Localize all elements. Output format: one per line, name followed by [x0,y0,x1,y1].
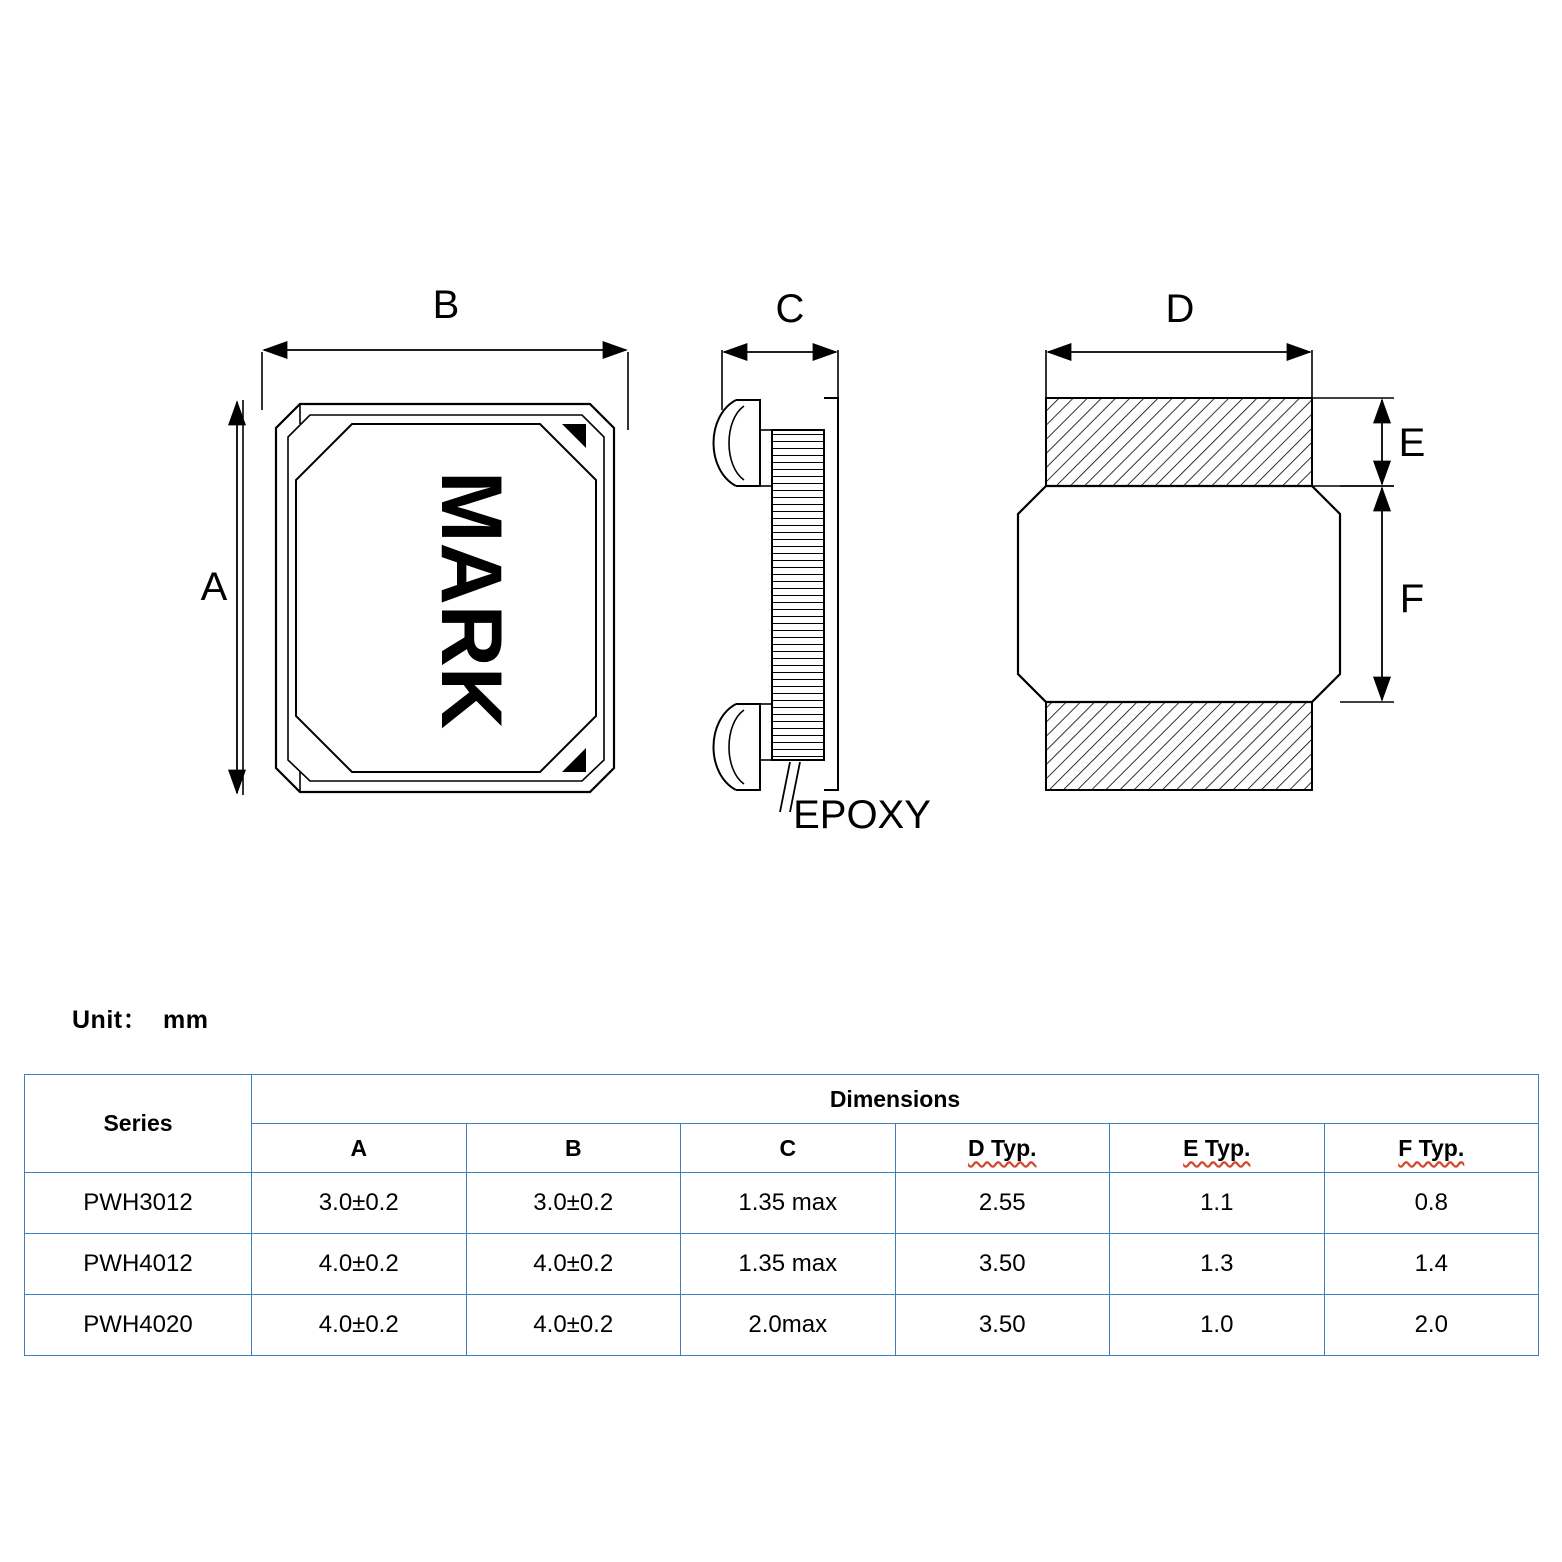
epoxy-label: EPOXY [793,793,931,837]
cell-series: PWH4012 [25,1234,252,1295]
cell-d: 3.50 [895,1295,1110,1356]
cell-b: 4.0±0.2 [466,1295,681,1356]
cell-f: 2.0 [1324,1295,1539,1356]
pad-view [1018,287,1425,790]
header-col-a: A [252,1124,467,1173]
cell-series: PWH4020 [25,1295,252,1356]
dimension-label-f: F [1399,577,1425,621]
table-header-row-1 [25,1075,1539,1124]
cell-c: 1.35 max [681,1234,896,1295]
cell-e: 1.0 [1110,1295,1325,1356]
dimension-label-a: A [200,565,228,609]
cell-d: 2.55 [895,1173,1110,1234]
table-header-row-2 [25,1124,1539,1173]
unit-label: Unit： [72,1006,149,1034]
table-row [25,1295,1539,1356]
unit-value: mm [163,1006,209,1034]
header-series: Series [25,1075,252,1173]
dimension-label-e: E [1398,421,1426,465]
header-col-c: C [681,1124,896,1173]
mark-label: MARK [423,471,519,729]
cell-a: 3.0±0.2 [252,1173,467,1234]
cell-series: PWH3012 [25,1173,252,1234]
cell-e: 1.3 [1110,1234,1325,1295]
cell-f: 0.8 [1324,1173,1539,1234]
cell-b: 4.0±0.2 [466,1234,681,1295]
table-row [25,1234,1539,1295]
table-row [25,1173,1539,1234]
cell-a: 4.0±0.2 [252,1234,467,1295]
header-col-e: E Typ. [1110,1124,1325,1173]
header-dimensions: Dimensions [252,1075,1539,1124]
header-col-f: F Typ. [1324,1124,1539,1173]
cell-c: 1.35 max [681,1173,896,1234]
cell-f: 1.4 [1324,1234,1539,1295]
cell-d: 3.50 [895,1234,1110,1295]
header-col-d: D Typ. [895,1124,1110,1173]
dimension-label-b: B [432,283,460,327]
cell-c: 2.0max [681,1295,896,1356]
unit-line [72,1000,208,1036]
dimensions-table [24,1074,1539,1356]
cell-a: 4.0±0.2 [252,1295,467,1356]
dimension-label-c: C [775,287,805,331]
header-col-b: B [466,1124,681,1173]
side-view [714,287,839,812]
cell-b: 3.0±0.2 [466,1173,681,1234]
dimension-label-d: D [1165,287,1195,331]
cell-e: 1.1 [1110,1173,1325,1234]
